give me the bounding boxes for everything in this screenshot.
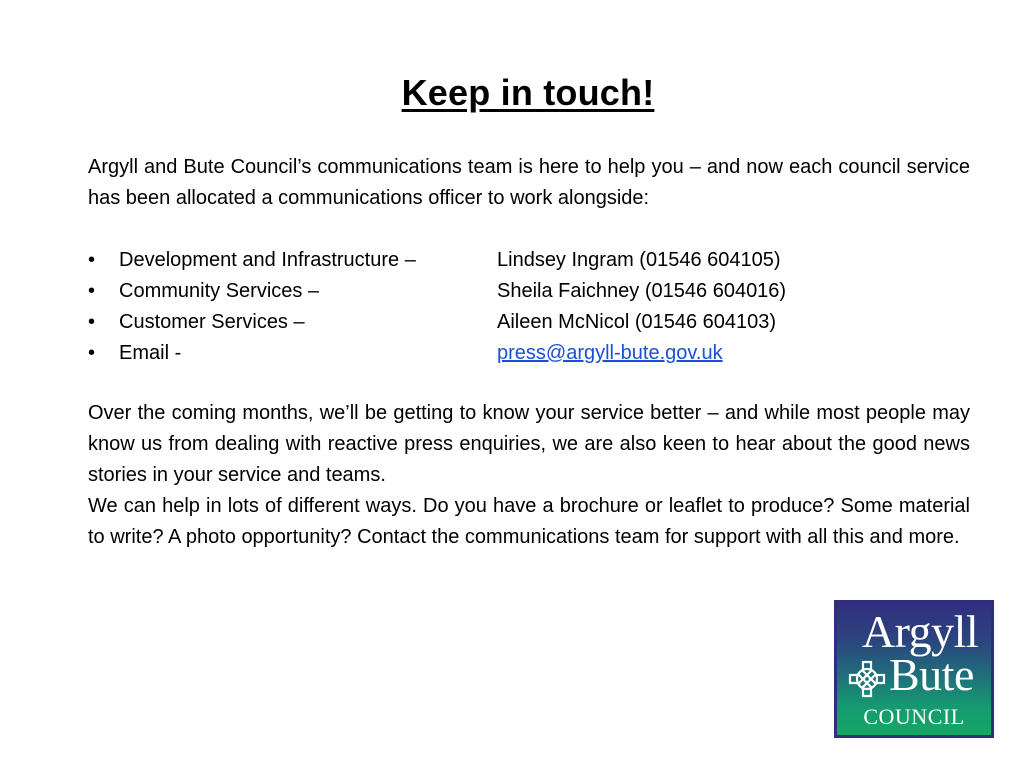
list-item	[88, 307, 970, 338]
service-name: Email -	[119, 342, 182, 364]
council-logo	[834, 600, 994, 738]
outro-paragraph-2: We can help in lots of different ways. Do you have a brochure or leaflet to produce? Some material to write? A photo opportunity? Contact the communications team for support with all this and more.	[88, 495, 970, 548]
logo-line-bute: Bute	[889, 649, 974, 700]
service-name: Development and Infrastructure –	[119, 249, 416, 271]
bullet: •	[88, 311, 96, 333]
list-item	[88, 245, 970, 276]
contact-detail: Sheila Faichney (01546 604016)	[497, 280, 787, 302]
outro-paragraph-1: Over the coming months, we’ll be getting to know your service better – and while most people may know us from dealing with reactive press enquiries, we are also keen to hear about the good news stories in your service and teams.	[88, 402, 970, 486]
list-item	[88, 338, 970, 369]
email-link[interactable]: press@argyll-bute.gov.uk	[497, 342, 723, 364]
contact-detail: Lindsey Ingram (01546 604105)	[497, 249, 781, 271]
bullet: •	[88, 249, 96, 271]
list-item	[88, 276, 970, 307]
page-title: Keep in touch!	[401, 72, 655, 113]
logo-line-argyll: Argyll	[861, 606, 979, 657]
service-name: Customer Services –	[119, 311, 305, 333]
service-name: Community Services –	[119, 280, 320, 302]
celtic-cross-icon	[847, 659, 887, 699]
contact-detail: Aileen McNicol (01546 604103)	[497, 311, 777, 333]
bullet: •	[88, 280, 96, 302]
email-detail	[497, 338, 723, 369]
logo-line-council: COUNCIL	[863, 704, 965, 729]
contacts-list	[88, 245, 970, 369]
intro-paragraph: Argyll and Bute Council’s communications team is here to help you – and now each council service has been allocated a communications officer to work alongside:	[88, 156, 970, 209]
bullet: •	[88, 342, 96, 364]
outro-text	[88, 398, 970, 553]
